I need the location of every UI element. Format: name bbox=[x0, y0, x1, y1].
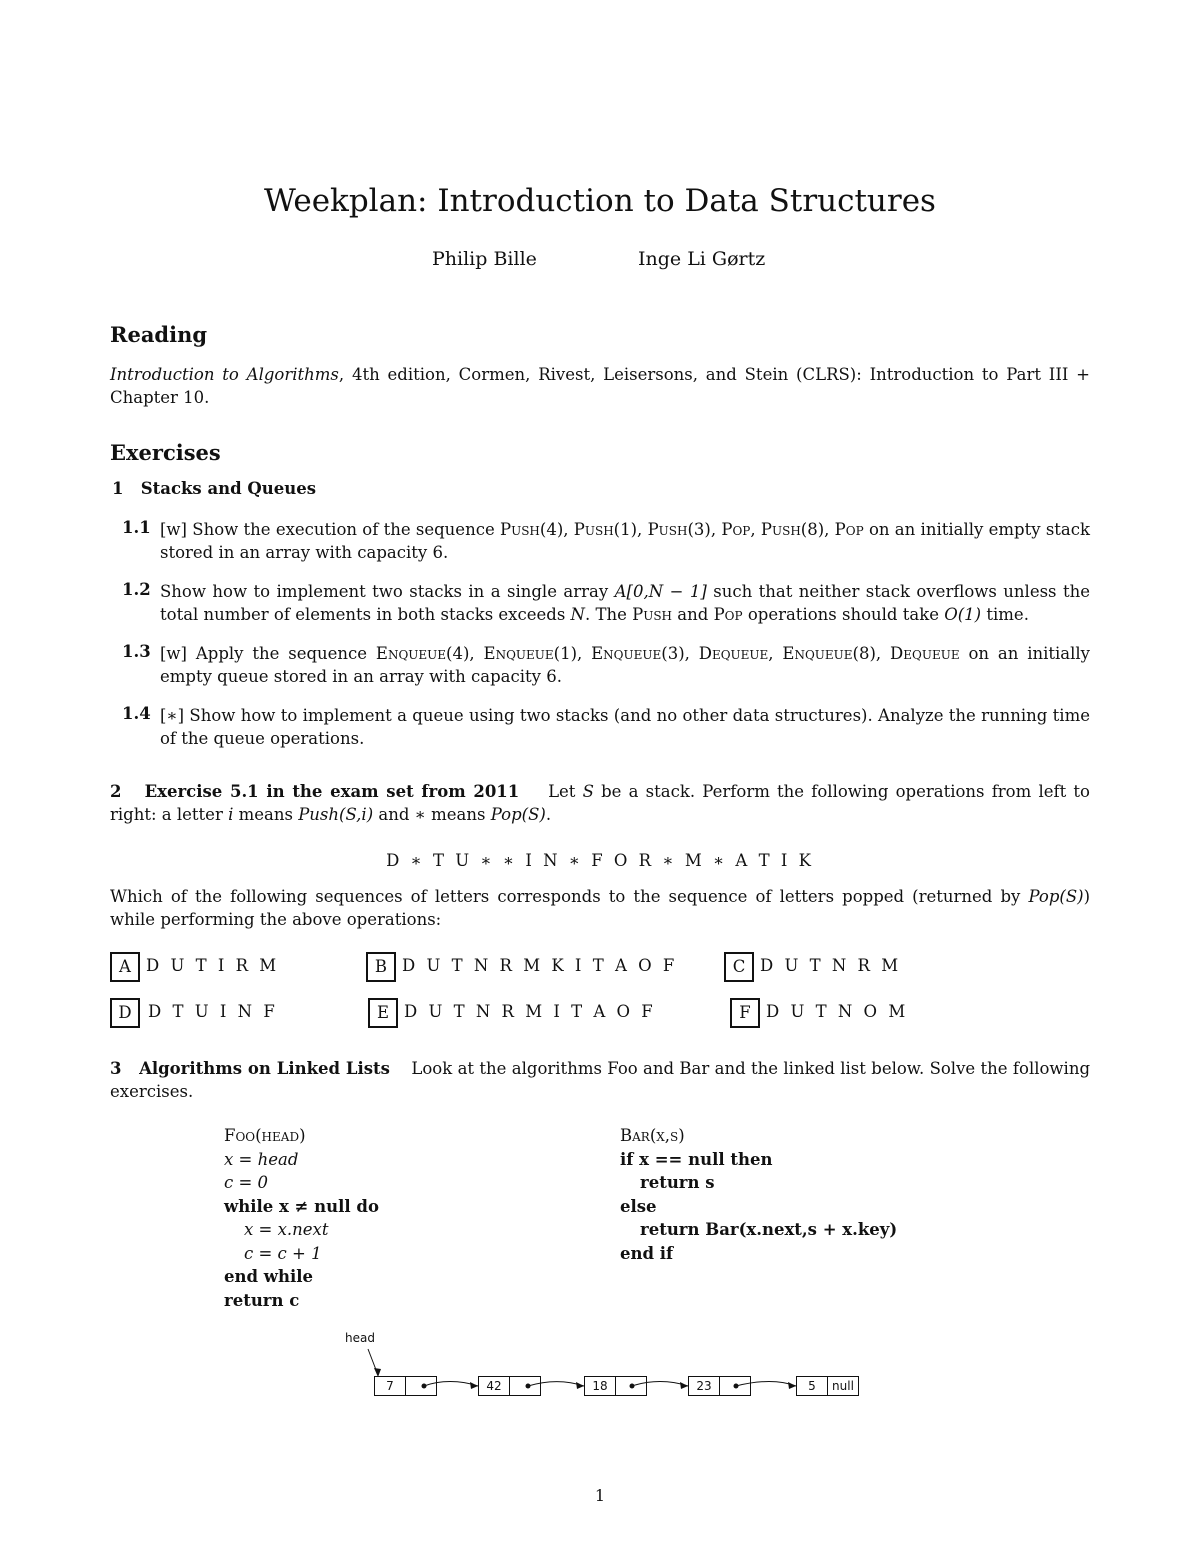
option-b-text: D U T N R M K I T A O F bbox=[402, 956, 678, 975]
foo-line-3: c = 0 bbox=[224, 1173, 269, 1192]
option-e-box[interactable]: E bbox=[368, 998, 398, 1028]
head-label: head bbox=[345, 1331, 375, 1345]
s2-push: Push(S,i) bbox=[298, 805, 374, 824]
ex-1-4-text-a: Show how to implement a queue using two stacks (and no other data structures). Analyze the running time of the queue operations. bbox=[160, 706, 1090, 748]
page-number: 1 bbox=[594, 1486, 606, 1505]
option-e-text: D U T N R M I T A O F bbox=[404, 1002, 656, 1021]
ex-1-3-num: 1.3 bbox=[122, 642, 151, 661]
list-node-1 bbox=[374, 1376, 437, 1396]
reading-body: , 4th edition, Cormen, Rivest, Leisersons, and Stein (CLRS): Introduction to Part III + Chapter 10. bbox=[110, 365, 1090, 407]
reading-heading: Reading bbox=[110, 322, 208, 347]
ex-1-1-ops: Push(4), Push(1), Push(3), Pop, Push(8), Pop bbox=[499, 520, 864, 539]
ex-1-4-tag: [∗] bbox=[160, 706, 185, 725]
ex-1-1-num: 1.1 bbox=[122, 518, 151, 537]
ex-1-2-text-d: and bbox=[672, 605, 714, 624]
operation-sequence: D ∗ T U ∗ ∗ I N ∗ F O R ∗ M ∗ A T I K bbox=[386, 851, 814, 870]
node-key: 5 bbox=[797, 1377, 828, 1395]
ex-1-4-num: 1.4 bbox=[122, 704, 151, 723]
ex-1-2-o1: O(1) bbox=[944, 605, 982, 624]
foo-line-2: x = head bbox=[224, 1149, 299, 1169]
ex-1-3-text-a: Apply the sequence bbox=[195, 644, 376, 663]
list-node-3 bbox=[584, 1376, 647, 1396]
foo-line-8: return c bbox=[224, 1290, 300, 1310]
s2-S: S bbox=[582, 782, 594, 801]
section-2-title: Exercise 5.1 in the exam set from 2011 bbox=[144, 782, 520, 801]
node-key: 7 bbox=[375, 1377, 406, 1395]
foo-line-1: Foo(head) bbox=[224, 1126, 306, 1145]
bar-line-1: Bar(x,s) bbox=[620, 1126, 685, 1145]
node-null: null bbox=[832, 1379, 854, 1393]
s2-question-a: Which of the following sequences of letters corresponds to the sequence of letters popped (returned by bbox=[110, 887, 1029, 906]
section-1-title: Stacks and Queues bbox=[140, 479, 317, 498]
author-2: Inge Li Gørtz bbox=[638, 248, 766, 270]
list-node-5 bbox=[796, 1376, 859, 1396]
node-pointer bbox=[510, 1377, 540, 1395]
foo-line-7: end while bbox=[224, 1267, 314, 1286]
section-1-num: 1 bbox=[112, 479, 124, 498]
list-node-2 bbox=[478, 1376, 541, 1396]
foo-line-5: x = x.next bbox=[244, 1220, 329, 1239]
bar-line-2: if x == null then bbox=[620, 1149, 773, 1169]
section-3-title: Algorithms on Linked Lists bbox=[139, 1059, 390, 1078]
foo-line-4: while x ≠ null do bbox=[224, 1196, 379, 1216]
option-f-box[interactable]: F bbox=[730, 998, 760, 1028]
bar-line-4: else bbox=[620, 1196, 657, 1216]
ex-1-1-text-b: on an initially empty stack stored in an array with capacity 6. bbox=[160, 520, 1090, 562]
ex-1-1-text-a: Show the execution of the sequence bbox=[192, 520, 500, 539]
bar-line-6: end if bbox=[620, 1243, 674, 1263]
author-1: Philip Bille bbox=[432, 248, 537, 270]
node-pointer bbox=[406, 1377, 436, 1395]
option-d-text: D T U I N F bbox=[148, 1002, 278, 1021]
ex-1-2-num: 1.2 bbox=[122, 580, 151, 599]
page-title: Weekplan: Introduction to Data Structures bbox=[264, 183, 936, 219]
node-key: 42 bbox=[479, 1377, 510, 1395]
s2-question-pop: Pop(S) bbox=[1028, 887, 1084, 906]
ex-1-2-text-b: such that neither stack overflows unless the total number of elements in both stacks exceeds bbox=[160, 582, 1090, 624]
s2-i: i bbox=[228, 805, 234, 824]
option-a-box[interactable]: A bbox=[110, 952, 140, 982]
book-title: Introduction to Algorithms bbox=[110, 365, 339, 384]
ex-1-2-text-c: . The bbox=[584, 605, 633, 624]
node-key: 18 bbox=[585, 1377, 616, 1395]
ex-1-2-text-f: time. bbox=[981, 605, 1029, 624]
section-3-num: 3 bbox=[110, 1059, 122, 1078]
ex-1-2-array: A[0,N − 1] bbox=[614, 582, 707, 601]
option-c-text: D U T N R M bbox=[760, 956, 902, 975]
option-d-box[interactable]: D bbox=[110, 998, 140, 1028]
s2-intro-a: Let bbox=[548, 782, 583, 801]
s2-intro-d: and ∗ means bbox=[373, 805, 491, 824]
ex-1-3-tag: [w] bbox=[160, 644, 187, 663]
s2-pop: Pop(S) bbox=[490, 805, 546, 824]
ex-1-2-text-e: operations should take bbox=[742, 605, 945, 624]
ex-1-2-text-a: Show how to implement two stacks in a single array bbox=[160, 582, 615, 601]
section-3-text: Look at the algorithms Foo and Bar and the linked list below. Solve the following exercises. bbox=[110, 1059, 1091, 1101]
s2-question-b: ) while performing the above operations: bbox=[110, 887, 1090, 929]
ex-1-1-tag: [w] bbox=[160, 520, 187, 539]
option-c-box[interactable]: C bbox=[724, 952, 754, 982]
ex-1-2-push: Push bbox=[632, 605, 673, 624]
bar-line-5: return Bar(x.next,s + x.key) bbox=[640, 1220, 898, 1239]
bar-line-3: return s bbox=[640, 1173, 715, 1192]
ex-1-2-pop: Pop bbox=[713, 605, 743, 624]
foo-line-6: c = c + 1 bbox=[244, 1243, 322, 1263]
s2-intro-b: be a stack. Perform the following operations from left to right: a letter bbox=[110, 782, 1090, 824]
s2-intro-c: means bbox=[233, 805, 299, 824]
section-2-num: 2 bbox=[110, 782, 122, 801]
option-b-box[interactable]: B bbox=[366, 952, 396, 982]
ex-1-2-n: N bbox=[570, 605, 585, 624]
ex-1-3-ops: Enqueue(4), Enqueue(1), Enqueue(3), Dequeue, Enqueue(8), Dequeue bbox=[375, 644, 960, 663]
node-key: 23 bbox=[689, 1377, 720, 1395]
s2-intro-e: . bbox=[545, 805, 552, 824]
list-node-4 bbox=[688, 1376, 751, 1396]
ex-1-3-text-b: on an initially empty queue stored in an array with capacity 6. bbox=[160, 644, 1090, 686]
exercises-heading: Exercises bbox=[110, 440, 221, 465]
option-a-text: D U T I R M bbox=[146, 956, 280, 975]
node-pointer bbox=[616, 1377, 646, 1395]
node-pointer bbox=[720, 1377, 750, 1395]
option-f-text: D U T N O M bbox=[766, 1002, 909, 1021]
